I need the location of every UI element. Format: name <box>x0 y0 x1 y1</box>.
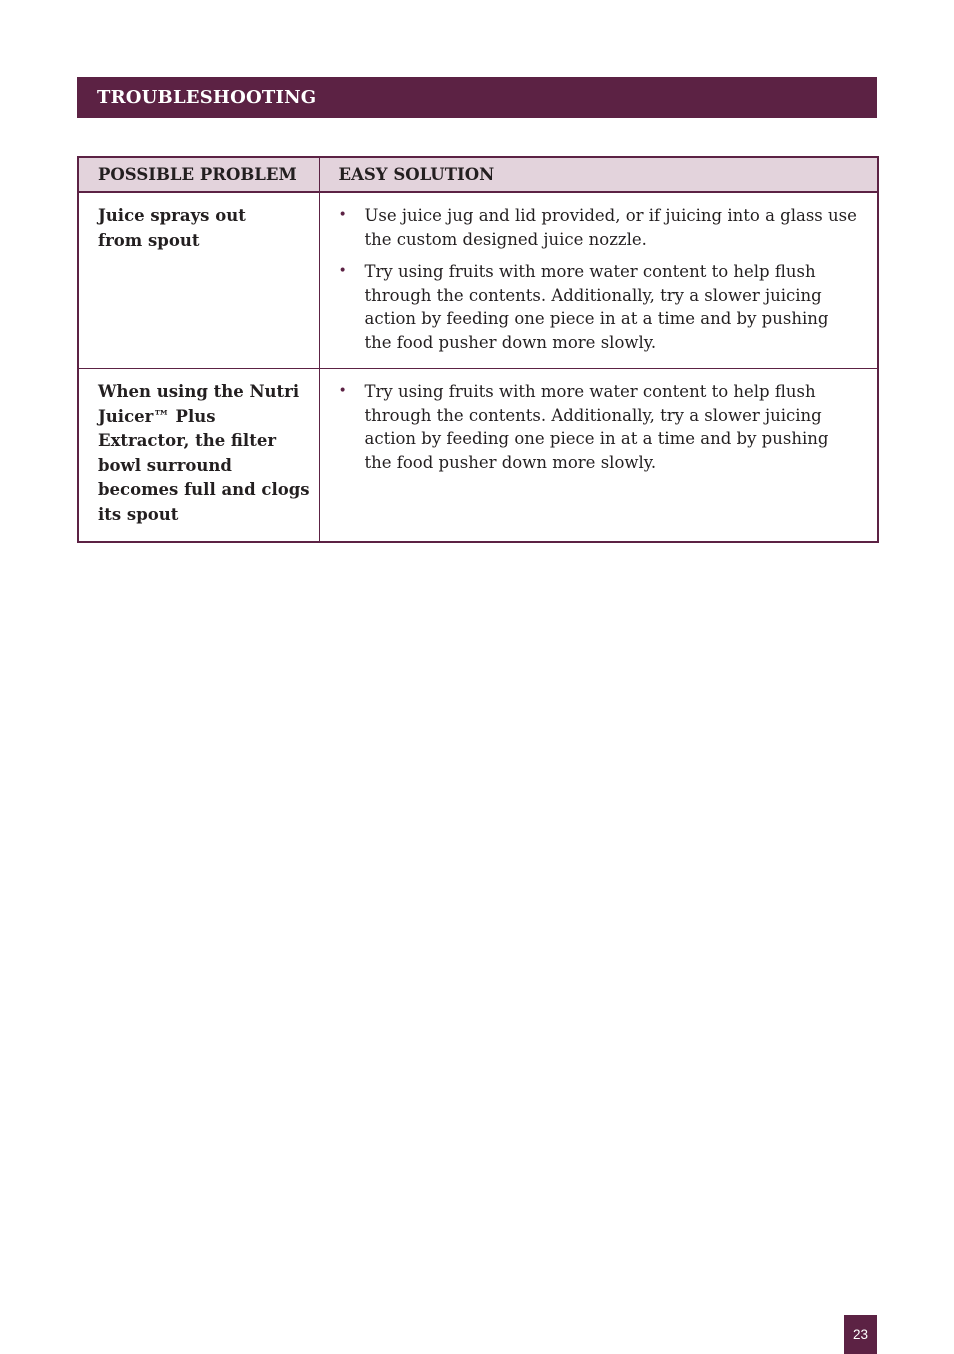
table-row <box>78 369 878 543</box>
solution-item <box>339 380 868 474</box>
section-header <box>77 77 877 118</box>
table-row <box>78 192 878 369</box>
solution-text: Use juice jug and lid provided, or if juicing into a glass use the custom designed juice nozzle. <box>364 206 857 249</box>
bullet-icon: • <box>338 383 347 399</box>
problem-text: Juice sprays out from spout <box>98 206 246 250</box>
solution-item <box>339 204 868 251</box>
column-header-solution: EASY SOLUTION <box>319 157 878 192</box>
column-header-problem: POSSIBLE PROBLEM <box>78 157 319 192</box>
solution-list <box>339 380 868 474</box>
solution-text: Try using fruits with more water content to help flush through the contents. Additionally, try a slower juicing action by feeding one piece in at a time and by pushing the food pusher down more slowly. <box>364 382 829 472</box>
problem-text: When using the Nutri Juicer™ Plus Extractor, the filter bowl surround becomes full and clogs its spout <box>98 382 310 524</box>
page-number-badge <box>844 1315 877 1354</box>
section-title: TROUBLESHOOTING <box>97 87 317 108</box>
solution-list <box>339 204 868 354</box>
problem-cell <box>78 369 319 543</box>
solution-cell <box>319 369 878 543</box>
problem-cell <box>78 192 319 369</box>
solution-text: Try using fruits with more water content to help flush through the contents. Additionally, try a slower juicing action by feeding one piece in at a time and by pushing the food pusher down more slowly. <box>364 262 829 352</box>
solution-item <box>339 260 868 354</box>
bullet-icon: • <box>338 207 347 223</box>
solution-cell <box>319 192 878 369</box>
bullet-icon: • <box>338 263 347 279</box>
table-header-row <box>78 157 878 192</box>
troubleshooting-table <box>77 156 879 543</box>
page-number: 23 <box>852 1327 869 1342</box>
